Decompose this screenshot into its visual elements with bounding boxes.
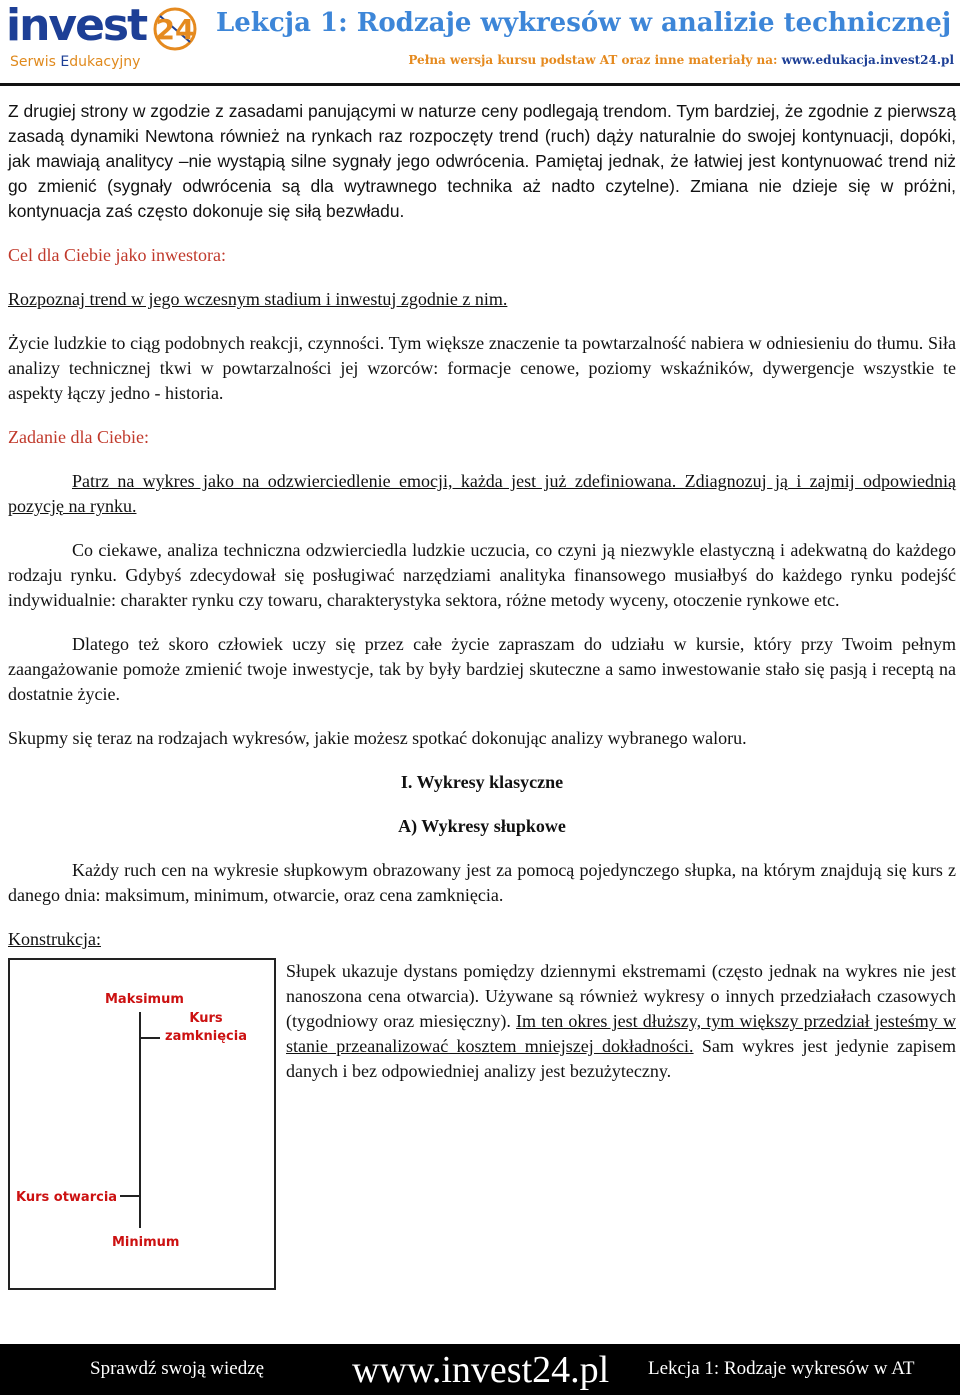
logo-number: 24 (155, 13, 195, 46)
label-close-line2: zamknięcia (165, 1029, 247, 1044)
heading-bar-charts: A) Wykresy słupkowe (398, 816, 566, 836)
logo-wordmark: invest (6, 0, 147, 51)
task-text: Patrz na wykres jako na odzwierciedlenie emocji, każda jest już zdefiniowana. Zdiagnozuj ją i zajmij odpowiednią pozycję na rynku. (8, 471, 956, 516)
header-subtitle: Pełna wersja kursu podstaw AT oraz inne materiały na: www.edukacja.invest24.pl (408, 53, 954, 67)
bar-diagram-svg (10, 960, 274, 1288)
paragraph-chart-types: Skupmy się teraz na rodzajach wykresów, jakie możesz spotkać dokonując analizy wybranego waloru. (8, 728, 747, 748)
bar-construction-diagram (8, 958, 276, 1290)
footer-check-knowledge[interactable]: Sprawdź swoją wiedzę (90, 1358, 265, 1379)
page-header (0, 0, 960, 95)
lesson-content (8, 99, 956, 1306)
paragraph-course: Dlatego też skoro człowiek uczy się przez całe życie zapraszam do udziału w kursie, który przy Twoim pełnym zaangażowanie pomoże zmienić twoje inwestycje, tak by były bardziej skuteczne a samo inwestowanie stało się pasją i receptą na dostatnie życie. (8, 634, 956, 704)
footer-site-link[interactable]: www.invest24.pl (352, 1349, 610, 1391)
label-minimum: Minimum (112, 1235, 180, 1250)
label-close-line1: Kurs (189, 1011, 223, 1026)
paragraph-trends: Z drugiej strony w zgodzie z zasadami panującymi w naturze ceny podlegają trendom. Tym bardziej, że zgodnie z pierwszą zasadą dynamiki Newtona również na rynkach raz rozpoczęty trend (ruch) dąży naturalnie do swojej kontynuacji, dopóki, jak mawiają analitycy –nie wystąpią silne sygnały jego odwrócenia. Pamiętaj jednak, że łatwiej jest kontynuować trend niż go zmienić (sygnały odwrócenia są dla wytrawnego technika aż nadto czytelne). Zmiana nie dzieje się w próżni, kontynuacja zaś często dokonuje się siłą bezwładu. (8, 101, 956, 221)
paragraph-emotions: Co ciekawe, analiza techniczna odzwierciedla ludzkie uczucia, co czyni ją niezwykle elastyczną i adekwatną do każdego rodzaju rynku. Gdybyś zdecydował się posługiwać narzędziami analityka finansowego musiałbyś do każdego rynku podejść indywidualnie: charakter rynku czy towaru, charakterystyka sektora, różne metody wyceny, otoczenie rynkowe etc. (8, 540, 956, 610)
construction-figure (8, 958, 956, 1306)
header-divider (0, 83, 960, 86)
goal-text: Rozpoznaj trend w jego wczesnym stadium i inwestuj zgodnie z nim. (8, 289, 508, 309)
page-footer (0, 1344, 960, 1395)
construction-label: Konstrukcja: (8, 929, 101, 949)
paragraph-human-life: Życie ludzkie to ciąg podobnych reakcji, czynności. Tym większe znaczenie ta powtarzalność nabiera w odniesieniu do tłumu. Siła analizy technicznej tkwi w powtarzalności jej wzorców: formacje cenowe, poziomy wskaźników, dywergencje wszystkie te aspekty łączy jedno - historia. (8, 333, 956, 403)
label-maximum: Maksimum (105, 992, 184, 1007)
logo-24-emblem (148, 6, 202, 52)
footer-lesson-title: Lekcja 1: Rodzaje wykresów w AT (648, 1358, 915, 1379)
label-open: Kurs otwarcia (16, 1190, 118, 1205)
header-title: Lekcja 1: Rodzaje wykresów w analizie technicznej (216, 8, 952, 38)
paragraph-bar-description: Każdy ruch cen na wykresie słupkowym obrazowany jest za pomocą pojedynczego słupka, na którym znajdują się kurs z danego dnia: maksimum, minimum, otwarcie, oraz cena zamknięcia. (8, 860, 956, 905)
header-url-link[interactable]: www.edukacja.invest24.pl (781, 53, 954, 67)
heading-classic-charts: I. Wykresy klasyczne (400, 772, 564, 792)
invest24-logo[interactable] (6, 0, 202, 72)
task-label: Zadanie dla Ciebie: (8, 427, 149, 447)
figure-description: Słupek ukazuje dystans pomiędzy dziennymi ekstremami (często jednak na wykres nie jest nanoszona cena otwarcia). Używane są również wykresy o innych przedziałach czasowych (tygodniowy oraz miesięczny). Im ten okres jest dłuższy, tym większy przedział jesteśmy w stanie przeanalizować kosztem mniejszej dokładności. Sam wykres jest jedynie zapisem danych i bez odpowiedniej analizy jest bezużyteczny. (286, 961, 956, 1081)
logo-subtitle: Serwis Edukacyjny (10, 54, 141, 70)
goal-label: Cel dla Ciebie jako inwestora: (8, 245, 226, 265)
